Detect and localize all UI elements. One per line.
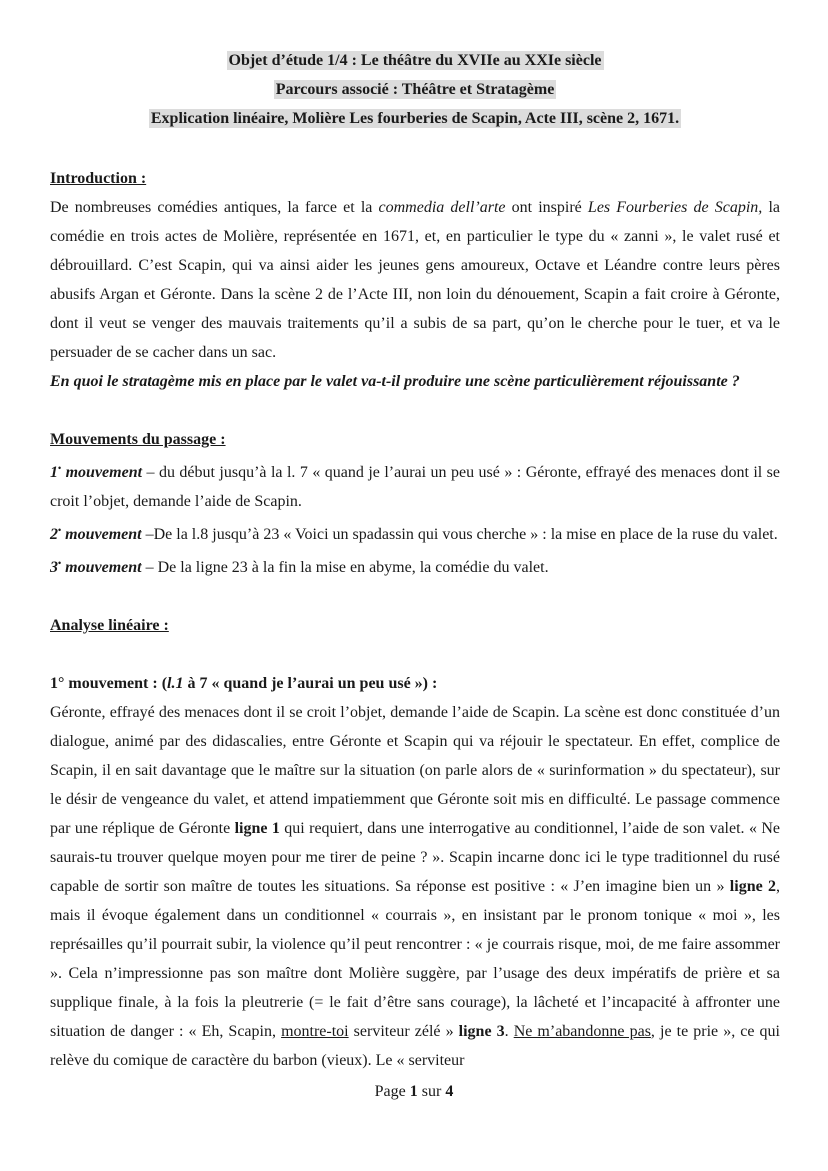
problematique: En quoi le stratagème mis en place par le valet va-t-il produire une scène particulièrement réjouissante ? bbox=[50, 373, 740, 390]
analyse-paragraph: Géronte, effrayé des menaces dont il se croit l’objet, demande l’aide de Scapin. La scène est donc constituée d’un dialogue, animé par des didascalies, entre Géronte et Scapin qui va réjouir le spectateur. En effet, complice de Scapin, il en sait davantage que le maître sur la situation (on parle alors de « surinformation » du spectateur), sur le désir de vengeance du valet, et attend impatiemment que Géronte soit mis en difficulté. Le passage commence par une réplique de Géronte ligne 1 qui requiert, dans une interrogative au conditionnel, l’aide de son valet. « Ne saurais-tu trouver quelque moyen pour me tirer de peine ? ». Scapin incarne donc ici le type traditionnel du rusé capable de sortir son maître de toutes les situations. Sa réponse est positive : « J’en imagine bien un » ligne 2, mais il évoque également dans un conditionnel « courrais », en insistant par le pronom tonique « moi », les représailles qu’il pourrait subir, la violence qu’il peut rencontrer : « je courrais risque, moi, de me faire assommer ». Cela n’impressionne pas son maître dont Molière suggère, par l’usage des deux impératifs de prière et sa supplique finale, à la fois la pleutrerie (= le fait d’être sans courage), la lâcheté et l’incapacité à affronter une situation de danger : « Eh, Scapin, montre-toi serviteur zélé » ligne 3. Ne m’abandonne pas, je te prie », ce qui relève du comique de caractère du barbon (vieux). Le « serviteur bbox=[50, 704, 781, 1069]
heading-mouvements: Mouvements du passage : bbox=[50, 431, 226, 448]
title-block bbox=[50, 48, 780, 135]
page-footer: Page 1 sur 4 bbox=[374, 1083, 454, 1100]
mouvement-item-1: 1• mouvement – du début jusqu’à la l. 7 « quand je l’aurai un peu usé » : Géronte, effrayé des menaces dont il se croit l’objet, demande l’aide de Scapin. bbox=[50, 463, 781, 510]
document-page bbox=[50, 48, 780, 1075]
introduction-paragraph: De nombreuses comédies antiques, la farce et la commedia dell’arte ont inspiré Les Fourberies de Scapin, la comédie en trois actes de Molière, représentée en 1671, et, en particulier le type du « zanni », le valet rusé et débrouillard. C’est Scapin, qui va ainsi aider les jeunes gens amoureux, Octave et Léandre contre leurs pères abusifs Argan et Géronte. Dans la scène 2 de l’Acte III, non loin du dénouement, Scapin a fait croire à Géronte, dont il veut se venger des mauvais traitements qu’il a subis de sa part, qu’on le cherche pour le tuer, et va le persuader de se cacher dans un sac. bbox=[50, 199, 780, 361]
title-objet-etude: Objet d’étude 1/4 : Le théâtre du XVIIe au XXIe siècle bbox=[228, 52, 602, 69]
current-page-number: 1 bbox=[409, 1083, 418, 1100]
heading-analyse: Analyse linéaire : bbox=[50, 617, 169, 634]
mouvement-item-3: 3• mouvement – De la ligne 23 à la fin la mise en abyme, la comédie du valet. bbox=[50, 558, 549, 576]
title-parcours: Parcours associé : Théâtre et Stratagème bbox=[275, 81, 555, 98]
subheading-mouvement-1: 1° mouvement : (l.1 à 7 « quand je l’aurai un peu usé ») : bbox=[50, 675, 438, 692]
mouvement-item-2: 2• mouvement –De la l.8 jusqu’à 23 « Voici un spadassin qui vous cherche » : la mise en place de la ruse du valet. bbox=[50, 525, 778, 543]
title-explication: Explication linéaire, Molière Les fourberies de Scapin, Acte III, scène 2, 1671. bbox=[150, 110, 680, 127]
heading-introduction: Introduction : bbox=[50, 170, 147, 187]
total-pages: 4 bbox=[445, 1083, 454, 1100]
